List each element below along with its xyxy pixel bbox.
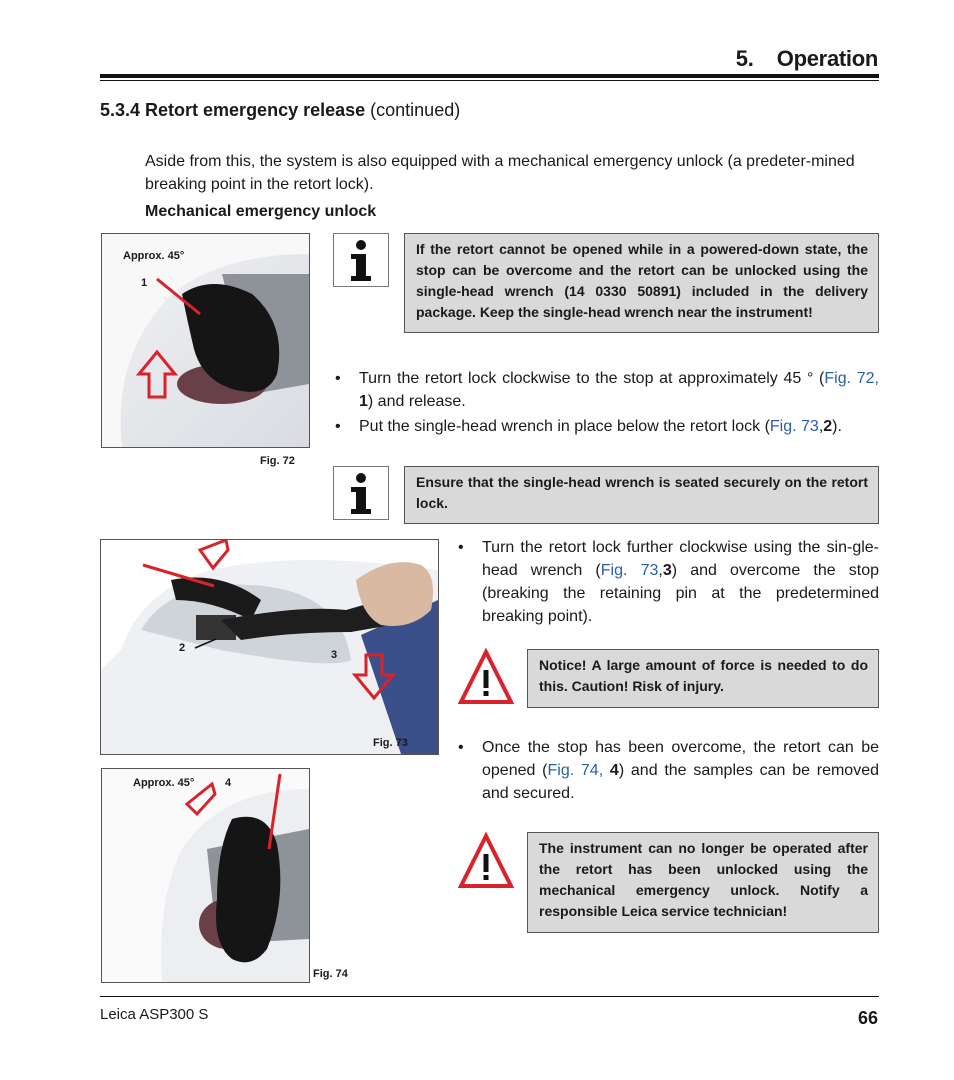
step-4 <box>458 736 879 805</box>
step-4-text: Once the stop has been overcome, the retort can be opened ( <box>482 739 879 779</box>
fig74-caption: Fig. 74 <box>313 968 348 980</box>
page-number: 66 <box>857 1008 878 1028</box>
steps-list-3 <box>458 736 879 805</box>
header-rule-thin <box>100 80 879 81</box>
warning-note-1: Notice! A large amount of force is needed to do this. Caution! Risk of injury. <box>527 649 879 708</box>
step-1-text: Turn the retort lock clockwise to the stop at approximately 45 ° ( <box>359 370 825 387</box>
chapter-title: 5. Operation <box>735 46 878 71</box>
info-icon <box>333 466 389 520</box>
step-1 <box>335 367 879 413</box>
step-2-tail: ). <box>832 418 842 435</box>
fig74-link[interactable]: Fig. 74, <box>547 762 610 779</box>
info-note-1: If the retort cannot be opened while in a powered-down state, the stop can be overcome and the retort can be unlocked using the single-head wrench (14 0330 50891) included in the delivery package. Keep the single-head wrench near the instrument! <box>404 233 879 333</box>
intro-paragraph: Aside from this, the system is also equipped with a mechanical emergency unlock (a predeter-mined breaking point in the retort lock). <box>145 153 855 193</box>
step-2-text: Put the single-head wrench in place below the retort lock ( <box>359 418 770 435</box>
info-icon <box>333 233 389 287</box>
step-3-tail: ) and overcome the stop (breaking the retaining pin at the predetermined breaking point). <box>482 562 880 625</box>
fig73-label-2: 2 <box>179 642 186 654</box>
warning-triangle-icon <box>458 832 514 890</box>
figure-74-photo <box>101 768 310 983</box>
fig72-angle-label: Approx. 45° <box>123 250 185 262</box>
warning-triangle-icon <box>458 648 514 706</box>
step-1-ref-num: 1 <box>359 393 368 410</box>
fig72-caption: Fig. 72 <box>260 455 295 467</box>
section-heading: 5.3.4 Retort emergency release <box>100 100 366 120</box>
steps-list-1 <box>335 367 879 438</box>
fig73-link[interactable]: Fig. 73 <box>600 562 659 579</box>
footer-product: Leica ASP300 S <box>100 1006 209 1023</box>
fig72-number-label: 1 <box>141 277 148 289</box>
step-3-ref-num: 3 <box>662 562 672 579</box>
subheading: Mechanical emergency unlock <box>145 203 377 220</box>
footer-rule <box>100 996 879 997</box>
step-2: • Put the single-head wrench in place below the retort lock (Fig. 73,2). <box>335 415 879 438</box>
fig74-angle-label: Approx. 45° <box>133 777 195 789</box>
figure-72-photo <box>101 233 310 448</box>
step-3: • Turn the retort lock further clockwise using the sin-gle-head wrench (Fig. 73,3) and overcome the stop (breaking the retaining pin at the predetermined breaking point). <box>458 536 879 628</box>
step-3-text: Turn the retort lock further clockwise using the sin-gle-head wrench ( <box>482 539 879 579</box>
steps-list-2 <box>458 536 879 628</box>
fig73-caption: Fig. 73 <box>373 737 408 749</box>
section-title <box>100 100 460 121</box>
step-2-ref-num: 2 <box>823 418 833 435</box>
info-note-2: Ensure that the single-head wrench is seated securely on the retort lock. <box>404 466 879 524</box>
fig73-link[interactable]: Fig. 73 <box>769 418 819 435</box>
fig73-label-3: 3 <box>331 649 338 661</box>
section-suffix: (continued) <box>365 100 461 120</box>
fig72-link[interactable]: Fig. 72, <box>824 370 879 387</box>
step-4-tail: ) and the samples can be removed and secured. <box>482 762 880 802</box>
figure-73-photo <box>100 539 439 755</box>
header-rule <box>100 74 879 78</box>
fig74-number-label: 4 <box>225 777 232 789</box>
step-4-ref-num: 4 <box>609 762 619 779</box>
step-1-tail: ) and release. <box>367 393 466 410</box>
warning-note-2: The instrument can no longer be operated after the retort has been unlocked using the mechanical emergency unlock. Notify a responsible Leica service technician! <box>527 832 879 933</box>
